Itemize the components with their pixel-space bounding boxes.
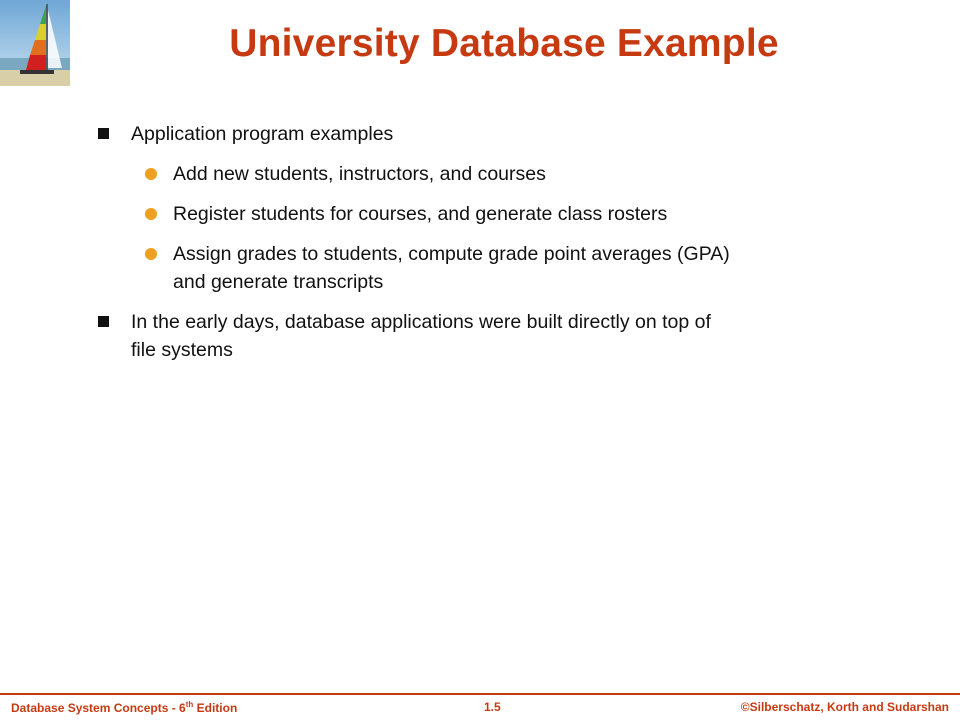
footer-book-prefix: Database System Concepts - 6: [11, 701, 186, 715]
sub-bullet-text: Assign grades to students, compute grade point averages (GPA): [173, 243, 730, 265]
round-bullet-icon: [145, 168, 157, 180]
sub-bullet-text: Add new students, instructors, and courses: [173, 163, 546, 185]
footer-edition-superscript: th: [185, 700, 194, 709]
bullet-text: In the early days, database applications were built directly on top of: [131, 311, 711, 333]
square-bullet-icon: [98, 316, 109, 327]
square-bullet-icon: [98, 128, 109, 139]
slide-title: University Database Example: [229, 22, 779, 65]
bullet-text: Application program examples: [131, 123, 394, 145]
footer-book-suffix: Edition: [193, 701, 238, 715]
footer-copyright: ©Silberschatz, Korth and Sudarshan: [740, 700, 949, 714]
round-bullet-icon: [145, 248, 157, 260]
footer-page-number: 1.5: [484, 700, 501, 714]
footer-book-title: [11, 700, 237, 715]
sub-bullet-continuation: and generate transcripts: [173, 271, 384, 293]
sub-bullet-text: Register students for courses, and generate class rosters: [173, 203, 668, 225]
round-bullet-icon: [145, 208, 157, 220]
footer-rule: [0, 693, 960, 695]
bullet-continuation: file systems: [131, 339, 233, 361]
